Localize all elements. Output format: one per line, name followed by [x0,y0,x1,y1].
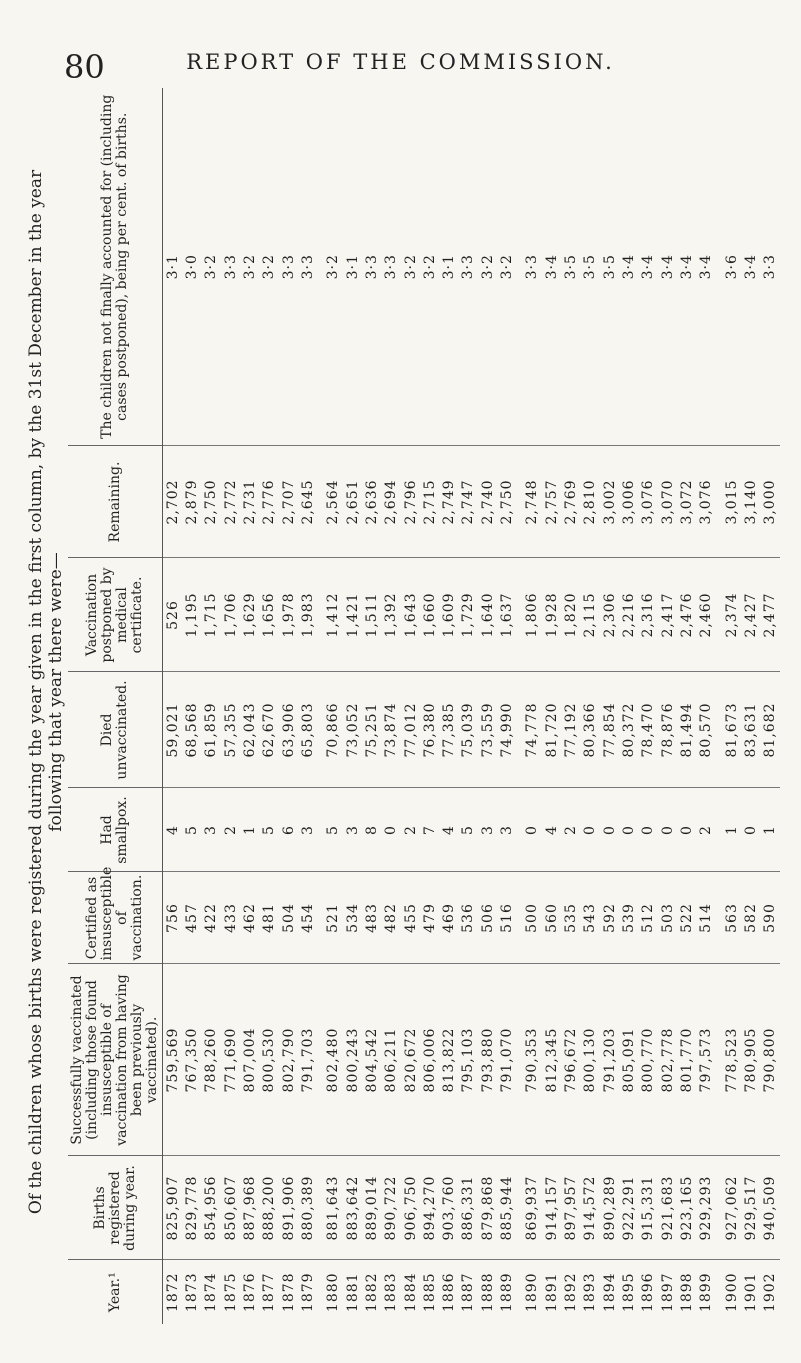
cell-smallpox: 2 [697,788,716,872]
cell-smallpox: 3 [298,788,317,872]
cell-smallpox: 0 [639,788,658,872]
cell-died: 77,192 [561,672,580,788]
cell-insusceptible: 536 [459,872,478,964]
cell-died: 81,494 [677,672,696,788]
cell-vaccinated: 790,353 [523,964,542,1156]
cell-births: 914,157 [542,1156,561,1260]
cell-unaccounted: 3·4 [639,88,658,446]
cell-births: 927,062 [722,1156,741,1260]
cell-postponed: 1,392 [382,558,401,672]
cell-smallpox: 2 [401,788,420,872]
cell-insusceptible: 535 [561,872,580,964]
cell-vaccinated: 804,542 [362,964,381,1156]
cell-year: 1876 [242,1272,259,1313]
cell-unaccounted: 3·2 [260,88,279,446]
cell-remaining: 3,076 [639,446,658,558]
cell-smallpox: 3 [497,788,516,872]
cell-insusceptible: 543 [581,872,600,964]
cell-births: 888,200 [260,1156,279,1260]
cell-year: 1885 [421,1272,438,1313]
cell-died: 73,052 [343,672,362,788]
cell-births: 922,291 [619,1156,638,1260]
cell-smallpox: 3 [202,788,221,872]
cell-insusceptible: 500 [523,872,542,964]
cell-smallpox: 0 [581,788,600,872]
cell-postponed: 2,316 [639,558,658,672]
cell-year: 1895 [620,1272,637,1313]
cell-vaccinated: 800,243 [343,964,362,1156]
cell-unaccounted: 3·2 [202,88,221,446]
cell-died: 68,568 [182,672,201,788]
cell-births: 889,014 [362,1156,381,1260]
cell-births: 915,331 [639,1156,658,1260]
cell-insusceptible: 454 [298,872,317,964]
cell-postponed: 1,640 [478,558,497,672]
cell-unaccounted: 3·2 [240,88,259,446]
cell-died: 70,866 [324,672,343,788]
cell-insusceptible: 582 [741,872,760,964]
cell-remaining: 2,769 [561,446,580,558]
cell-died: 61,859 [202,672,221,788]
cell-postponed: 2,427 [741,558,760,672]
cell-postponed: 1,195 [182,558,201,672]
cell-remaining: 3,006 [619,446,638,558]
cell-unaccounted: 3·4 [677,88,696,446]
cell-unaccounted: 3·5 [561,88,580,446]
cell-died: 77,385 [439,672,458,788]
cell-died: 75,039 [459,672,478,788]
cell-year: 1879 [299,1272,316,1313]
cell-insusceptible: 433 [221,872,240,964]
cell-unaccounted: 3·3 [362,88,381,446]
cell-insusceptible: 514 [697,872,716,964]
cell-died: 62,670 [260,672,279,788]
cell-year: 1877 [261,1272,278,1313]
cell-insusceptible: 455 [401,872,420,964]
cell-died: 83,631 [741,672,760,788]
cell-died: 80,372 [619,672,638,788]
cell-smallpox: 7 [420,788,439,872]
cell-postponed: 1,729 [459,558,478,672]
cell-unaccounted: 3·4 [619,88,638,446]
cell-insusceptible: 469 [439,872,458,964]
cell-died: 73,559 [478,672,497,788]
cell-year: 1881 [344,1272,361,1313]
cell-births: 903,760 [439,1156,458,1260]
header-births: Births registered during year. [68,1156,163,1260]
cell-insusceptible: 503 [658,872,677,964]
cell-postponed: 1,715 [202,558,221,672]
cell-remaining: 2,747 [459,446,478,558]
cell-postponed: 1,820 [561,558,580,672]
cell-died: 75,251 [362,672,381,788]
cell-smallpox: 5 [260,788,279,872]
cell-unaccounted: 3·1 [343,88,362,446]
running-head: REPORT OF THE COMMISSION. [186,50,615,74]
cell-births: 829,778 [182,1156,201,1260]
cell-year: 1893 [582,1272,599,1313]
cell-postponed: 2,115 [581,558,600,672]
cell-insusceptible: 592 [600,872,619,964]
cell-unaccounted: 3·3 [523,88,542,446]
cell-births: 914,572 [581,1156,600,1260]
cell-unaccounted: 3·2 [420,88,439,446]
cell-year: 1887 [460,1272,477,1313]
cell-births: 854,956 [202,1156,221,1260]
cell-insusceptible: 457 [182,872,201,964]
cell-smallpox: 6 [279,788,298,872]
cell-births: 887,968 [240,1156,259,1260]
header-vaccinated: Successfully vaccinated (including those found insusceptible of vaccination from having been previously vaccinated). [68,964,163,1156]
cell-smallpox: 3 [478,788,497,872]
cell-births: 897,957 [561,1156,580,1260]
cell-remaining: 3,140 [741,446,760,558]
cell-insusceptible: 590 [760,872,780,964]
cell-vaccinated: 800,530 [260,964,279,1156]
cell-year: 1889 [499,1272,516,1313]
cell-insusceptible: 506 [478,872,497,964]
cell-postponed: 1,660 [420,558,439,672]
cell-vaccinated: 807,004 [240,964,259,1156]
cell-vaccinated: 820,672 [401,964,420,1156]
cell-smallpox: 4 [542,788,561,872]
cell-remaining: 2,750 [497,446,516,558]
cell-died: 59,021 [163,672,183,788]
cell-smallpox: 4 [163,788,183,872]
cell-births: 880,389 [298,1156,317,1260]
cell-unaccounted: 3·5 [600,88,619,446]
cell-births: 891,906 [279,1156,298,1260]
cell-births: 825,907 [163,1156,183,1260]
cell-unaccounted: 3·3 [221,88,240,446]
cell-unaccounted: 3·4 [697,88,716,446]
cell-vaccinated: 791,203 [600,964,619,1156]
cell-unaccounted: 3·5 [581,88,600,446]
cell-insusceptible: 560 [542,872,561,964]
cell-vaccinated: 767,350 [182,964,201,1156]
cell-unaccounted: 3·4 [658,88,677,446]
cell-smallpox: 0 [600,788,619,872]
cell-remaining: 3,076 [697,446,716,558]
header-died: Died unvaccinated. [68,672,163,788]
cell-vaccinated: 795,103 [459,964,478,1156]
cell-smallpox: 0 [677,788,696,872]
cell-births: 890,722 [382,1156,401,1260]
cell-year: 1898 [678,1272,695,1313]
cell-smallpox: 3 [343,788,362,872]
cell-year: 1901 [742,1272,759,1313]
cell-births: 850,607 [221,1156,240,1260]
cell-remaining: 3,072 [677,446,696,558]
cell-vaccinated: 771,690 [221,964,240,1156]
cell-died: 80,366 [581,672,600,788]
cell-year: 1884 [402,1272,419,1313]
cell-unaccounted: 3·4 [741,88,760,446]
cell-vaccinated: 806,006 [420,964,439,1156]
cell-remaining: 2,731 [240,446,259,558]
cell-smallpox: 1 [722,788,741,872]
page-number: 80 [64,48,105,86]
cell-unaccounted: 3·3 [298,88,317,446]
cell-postponed: 2,417 [658,558,677,672]
cell-died: 80,570 [697,672,716,788]
cell-births: 886,331 [459,1156,478,1260]
table-caption [26,74,780,1310]
cell-vaccinated: 806,211 [382,964,401,1156]
cell-died: 57,355 [221,672,240,788]
cell-insusceptible: 504 [279,872,298,964]
cell-postponed: 1,928 [542,558,561,672]
cell-postponed: 1,421 [343,558,362,672]
cell-year: 1878 [280,1272,297,1313]
cell-remaining: 2,772 [221,446,240,558]
cell-births: 879,868 [478,1156,497,1260]
cell-vaccinated: 800,770 [639,964,658,1156]
cell-postponed: 1,983 [298,558,317,672]
cell-insusceptible: 422 [202,872,221,964]
rotated-table-frame [26,88,780,1324]
cell-births: 906,750 [401,1156,420,1260]
cell-smallpox: 8 [362,788,381,872]
cell-died: 65,803 [298,672,317,788]
cell-year: 1873 [184,1272,201,1313]
cell-smallpox: 0 [382,788,401,872]
caption-line-1: Of the children whose births were registered during the year given in the first column, by the 31st December in the year [26,169,46,1215]
cell-smallpox: 5 [324,788,343,872]
cell-unaccounted: 3·1 [163,88,183,446]
cell-remaining: 3,000 [760,446,780,558]
cell-insusceptible: 483 [362,872,381,964]
cell-remaining: 2,750 [202,446,221,558]
cell-remaining: 3,015 [722,446,741,558]
cell-unaccounted: 3·4 [542,88,561,446]
cell-died: 77,012 [401,672,420,788]
header-postponed: Vaccination postponed by medical certificate. [68,558,163,672]
cell-remaining: 3,070 [658,446,677,558]
cell-postponed: 1,629 [240,558,259,672]
cell-smallpox: 2 [221,788,240,872]
cell-died: 81,682 [760,672,780,788]
cell-vaccinated: 788,260 [202,964,221,1156]
cell-smallpox: 0 [619,788,638,872]
cell-remaining: 3,002 [600,446,619,558]
cell-remaining: 2,707 [279,446,298,558]
cell-remaining: 2,564 [324,446,343,558]
cell-died: 78,876 [658,672,677,788]
cell-died: 78,470 [639,672,658,788]
cell-births: 894,270 [420,1156,439,1260]
cell-remaining: 2,645 [298,446,317,558]
cell-vaccinated: 801,770 [677,964,696,1156]
cell-insusceptible: 479 [420,872,439,964]
header-remaining: Remaining. [68,446,163,558]
cell-births: 940,509 [760,1156,780,1260]
cell-births: 929,517 [741,1156,760,1260]
cell-vaccinated: 790,800 [760,964,780,1156]
cell-births: 881,643 [324,1156,343,1260]
cell-remaining: 2,748 [523,446,542,558]
cell-insusceptible: 512 [639,872,658,964]
cell-postponed: 2,460 [697,558,716,672]
cell-insusceptible: 563 [722,872,741,964]
cell-died: 74,778 [523,672,542,788]
cell-year: 1874 [203,1272,220,1313]
cell-year: 1891 [543,1272,560,1313]
caption-text [26,74,66,1310]
cell-died: 62,043 [240,672,259,788]
cell-year: 1892 [563,1272,580,1313]
cell-year: 1896 [640,1272,657,1313]
cell-unaccounted: 3·0 [182,88,201,446]
cell-postponed: 1,609 [439,558,458,672]
cell-vaccinated: 800,130 [581,964,600,1156]
cell-year: 1882 [363,1272,380,1313]
cell-year: 1880 [325,1272,342,1313]
rotated-table [26,88,780,1324]
cell-died: 77,854 [600,672,619,788]
cell-vaccinated: 796,672 [561,964,580,1156]
cell-remaining: 2,636 [362,446,381,558]
cell-postponed: 1,806 [523,558,542,672]
cell-year: 1902 [762,1272,779,1313]
cell-vaccinated: 791,070 [497,964,516,1156]
cell-births: 921,683 [658,1156,677,1260]
cell-postponed: 2,477 [760,558,780,672]
cell-postponed: 1,706 [221,558,240,672]
cell-unaccounted: 3·1 [439,88,458,446]
cell-vaccinated: 805,091 [619,964,638,1156]
cell-year: 1897 [659,1272,676,1313]
cell-postponed: 2,374 [722,558,741,672]
cell-smallpox: 5 [182,788,201,872]
cell-vaccinated: 759,569 [163,964,183,1156]
cell-smallpox: 1 [760,788,780,872]
cell-year: 1894 [601,1272,618,1313]
cell-died: 81,720 [542,672,561,788]
cell-insusceptible: 756 [163,872,183,964]
cell-remaining: 2,651 [343,446,362,558]
cell-postponed: 2,216 [619,558,638,672]
cell-year: 1883 [383,1272,400,1313]
cell-vaccinated: 812,345 [542,964,561,1156]
cell-died: 74,990 [497,672,516,788]
cell-postponed: 1,412 [324,558,343,672]
cell-insusceptible: 482 [382,872,401,964]
header-unaccounted: The children not finally accounted for (including cases postponed), being per cent. of births. [68,88,163,446]
cell-remaining: 2,749 [439,446,458,558]
cell-year: 1899 [698,1272,715,1313]
header-insusceptible: Certified as insusceptible of vaccination. [68,872,163,964]
cell-insusceptible: 521 [324,872,343,964]
cell-insusceptible: 539 [619,872,638,964]
cell-year: 1900 [723,1272,740,1313]
cell-year: 1888 [479,1272,496,1313]
cell-died: 73,874 [382,672,401,788]
cell-remaining: 2,776 [260,446,279,558]
cell-unaccounted: 3·3 [279,88,298,446]
cell-vaccinated: 797,573 [697,964,716,1156]
cell-smallpox: 1 [240,788,259,872]
header-year: Year.¹ [68,1260,163,1324]
cell-remaining: 2,694 [382,446,401,558]
cell-vaccinated: 778,523 [722,964,741,1156]
cell-died: 63,906 [279,672,298,788]
cell-unaccounted: 3·2 [401,88,420,446]
cell-smallpox: 4 [439,788,458,872]
cell-births: 885,944 [497,1156,516,1260]
cell-unaccounted: 3·2 [324,88,343,446]
header-smallpox: Had smallpox. [68,788,163,872]
cell-smallpox: 2 [561,788,580,872]
cell-year: 1890 [524,1272,541,1313]
cell-vaccinated: 802,778 [658,964,677,1156]
cell-births: 890,289 [600,1156,619,1260]
cell-births: 883,642 [343,1156,362,1260]
cell-insusceptible: 462 [240,872,259,964]
cell-smallpox: 5 [459,788,478,872]
cell-births: 869,937 [523,1156,542,1260]
cell-year: 1872 [164,1272,181,1313]
cell-remaining: 2,715 [420,446,439,558]
cell-postponed: 2,306 [600,558,619,672]
cell-smallpox: 0 [658,788,677,872]
cell-postponed: 1,637 [497,558,516,672]
cell-unaccounted: 3·3 [382,88,401,446]
cell-vaccinated: 791,703 [298,964,317,1156]
caption-line-2: following that year there were— [46,552,66,832]
cell-remaining: 2,757 [542,446,561,558]
cell-died: 81,673 [722,672,741,788]
cell-year: 1875 [222,1272,239,1313]
cell-vaccinated: 802,790 [279,964,298,1156]
cell-died: 76,380 [420,672,439,788]
cell-births: 929,293 [697,1156,716,1260]
cell-postponed: 1,656 [260,558,279,672]
cell-vaccinated: 780,905 [741,964,760,1156]
cell-vaccinated: 813,822 [439,964,458,1156]
cell-unaccounted: 3·2 [497,88,516,446]
cell-remaining: 2,879 [182,446,201,558]
cell-insusceptible: 522 [677,872,696,964]
cell-vaccinated: 802,480 [324,964,343,1156]
cell-remaining: 2,810 [581,446,600,558]
cell-insusceptible: 534 [343,872,362,964]
cell-births: 923,165 [677,1156,696,1260]
cell-postponed: 2,476 [677,558,696,672]
cell-insusceptible: 516 [497,872,516,964]
cell-postponed: 1,643 [401,558,420,672]
cell-insusceptible: 481 [260,872,279,964]
cell-remaining: 2,740 [478,446,497,558]
cell-unaccounted: 3·3 [760,88,780,446]
cell-unaccounted: 3·3 [459,88,478,446]
cell-unaccounted: 3·6 [722,88,741,446]
cell-remaining: 2,702 [163,446,183,558]
cell-remaining: 2,796 [401,446,420,558]
cell-smallpox: 0 [523,788,542,872]
cell-year: 1886 [441,1272,458,1313]
cell-postponed: 1,978 [279,558,298,672]
cell-postponed: 1,511 [362,558,381,672]
cell-vaccinated: 793,880 [478,964,497,1156]
cell-unaccounted: 3·2 [478,88,497,446]
cell-postponed: 526 [163,558,183,672]
cell-smallpox: 0 [741,788,760,872]
